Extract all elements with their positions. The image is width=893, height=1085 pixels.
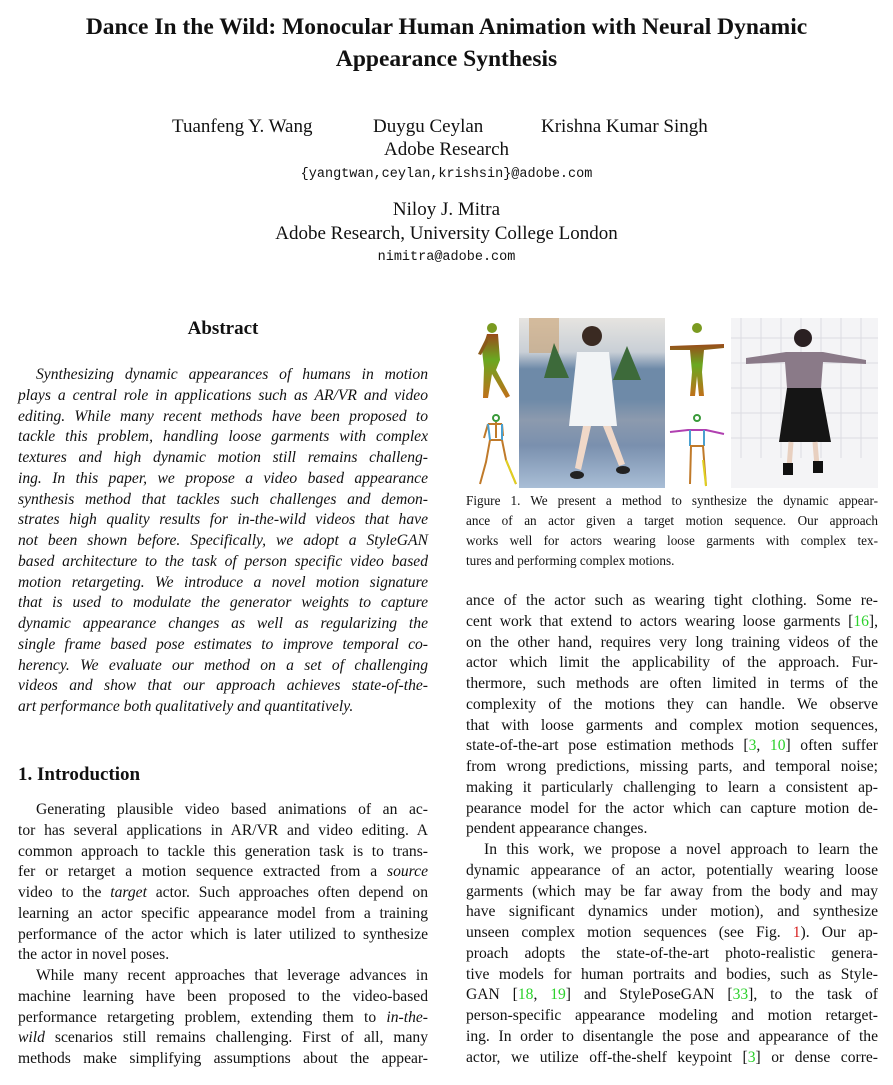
citation-link[interactable]: 18 (517, 986, 534, 1004)
text-run: actor, we utilize off-the-shelf keypoint [ (466, 1048, 748, 1066)
text-run: tor has several applications in AR/VR and video editing. A (18, 821, 428, 839)
text-run: unseen complex motion sequences (see Fig. (466, 924, 793, 941)
text-run: cent work that extend to actors wearing loose garments [ (466, 612, 854, 630)
text-run: In this work, we propose a novel approach to learn the (484, 841, 878, 858)
text-run: that with loose garments and complex motion sequences, (466, 716, 878, 734)
text-line (466, 633, 878, 654)
citation-link[interactable]: 3 (747, 1048, 756, 1066)
text-run: strates high quality results for in-the-wild videos that have (18, 511, 428, 529)
text-line (466, 861, 878, 882)
text-line (466, 965, 878, 986)
paper-title (0, 11, 893, 75)
text-run: While many recent approaches that leverage advances in (36, 967, 428, 984)
text-run: synthesis method that tackles such challenges and demon- (18, 490, 428, 508)
emphasis-text: wild (18, 1029, 45, 1047)
text-line (18, 531, 428, 552)
author-affiliation: Adobe Research (383, 139, 510, 160)
text-run: actor. Such approaches often depend on (146, 884, 428, 901)
abstract-heading: Abstract (187, 318, 259, 339)
text-run: common approach to tackle this generation task is to trans- (18, 842, 428, 860)
text-run: tackle this problem, handling loose garments with complex (18, 428, 428, 446)
text-line (466, 985, 878, 1006)
text-run: herency. We evaluate our method on a set of challenging (18, 656, 428, 674)
text-run: textures and high dynamic motion still remains challeng- (18, 449, 428, 466)
text-line (466, 799, 878, 820)
text-line (18, 635, 428, 656)
text-run: the actor in novel poses. (18, 946, 170, 964)
text-run: ] and StylePoseGAN [ (565, 986, 733, 1004)
text-line (466, 923, 878, 944)
text-run: performance of the actor which is later utilized to synthesize (18, 925, 428, 943)
text-line (466, 902, 878, 923)
text-line (18, 407, 428, 428)
text-line (18, 966, 428, 987)
text-line (466, 736, 878, 757)
text-run: that is used to modulate the generator weights to capture (18, 594, 428, 612)
text-run: tive models for human portraits and bodies, such as Style- (466, 965, 878, 983)
text-line (18, 448, 428, 469)
text-run: from wrong predictions, missing parts, and temporal noise; (466, 758, 878, 775)
text-line (466, 944, 878, 965)
text-run: performance retargeting problem, extending them to (18, 1008, 387, 1026)
citation-link[interactable]: 16 (853, 612, 869, 630)
text-run: ing. In order to disentangle the pose and appearance of the (466, 1027, 878, 1045)
text-run: single frame based pose estimates to improve temporal co- (18, 635, 428, 653)
citation-link[interactable]: 19 (550, 986, 566, 1004)
emphasis-text: source (387, 863, 428, 881)
text-line (466, 612, 878, 633)
text-line (18, 821, 428, 842)
text-run: plays a central role in applications such as AR/VR and video (18, 386, 428, 404)
text-run: , (756, 737, 770, 755)
text-line (18, 365, 428, 386)
text-line (466, 840, 878, 861)
text-run: person-specific appearance modeling and motion retarget- (466, 1007, 878, 1024)
text-line (18, 676, 428, 697)
text-line (18, 552, 428, 573)
text-line (18, 1028, 428, 1049)
caption-line: tures and performing complex motions. (466, 553, 675, 568)
text-line (466, 819, 878, 840)
caption-line: works well for actors wearing loose garments with complex tex- (466, 533, 878, 548)
text-line (18, 904, 428, 925)
text-run: ance of the actor such as wearing tight clothing. Some re- (466, 592, 878, 609)
text-run: proach adopts the state-of-the-art photo-realistic genera- (466, 944, 878, 962)
figure-densepose-image-2 (668, 322, 726, 402)
author-name: Duygu Ceylan (373, 116, 484, 137)
text-line (466, 1027, 878, 1048)
author-name: Niloy J. Mitra (392, 199, 501, 220)
text-run: thermore, such methods are often limited in terms of the (466, 675, 878, 692)
citation-link[interactable]: 3 (748, 737, 757, 755)
emphasis-text: target (110, 884, 147, 901)
text-line (466, 1048, 878, 1069)
text-run: machine learning have been proposed to the video-based (18, 987, 428, 1005)
text-run: ] often suffer (785, 737, 879, 755)
text-run: not been shown before. Specifically, we adopt a StyleGAN (18, 532, 428, 549)
text-line (18, 510, 428, 531)
text-run: editing. While many recent methods have been proposed to (18, 407, 428, 425)
title-line-2: Appearance Synthesis (335, 46, 558, 72)
text-run: pearance model for the actor which can capture motion de- (466, 799, 878, 817)
text-line (18, 1008, 428, 1029)
text-run: state-of-the-art pose estimation methods [ (466, 737, 749, 755)
text-line (18, 800, 428, 821)
text-run: ing. In this paper, we propose a video based appearance (18, 469, 428, 487)
text-run: ] or dense corre- (755, 1048, 878, 1066)
text-run: GAN [ (466, 986, 518, 1004)
text-run: , (533, 986, 551, 1004)
citation-link[interactable]: 33 (732, 986, 749, 1004)
abstract-body (18, 365, 428, 718)
figure-densepose-image-1 (470, 320, 518, 402)
text-run: ], (868, 612, 878, 630)
text-run: ], to the task of (748, 986, 878, 1004)
text-line (466, 674, 878, 695)
text-run: fer or retarget a motion sequence extracted from a (18, 863, 387, 881)
text-line (18, 1049, 428, 1070)
caption-line: ance of an actor given a target motion sequence. Our approach (466, 513, 878, 528)
author-name: Tuanfeng Y. Wang (172, 116, 313, 137)
text-run: dynamic appearance changes as well as regularizing the (18, 615, 428, 632)
text-line (466, 591, 878, 612)
introduction-heading: 1. Introduction (18, 764, 141, 785)
text-line (18, 656, 428, 677)
text-line (466, 778, 878, 799)
figure-reference-link[interactable]: 1 (792, 924, 801, 941)
text-line (466, 653, 878, 674)
text-run: garments (which may be far away from the body and may (466, 882, 878, 900)
figure-skeleton-image-2 (668, 410, 726, 488)
emphasis-text: in-the- (386, 1008, 428, 1026)
figure-photo-actor-black-skirt (731, 318, 878, 488)
introduction-right-column (466, 591, 878, 1068)
text-line (18, 987, 428, 1008)
text-run: Generating plausible video based animations of an ac- (36, 801, 428, 818)
text-line (18, 427, 428, 448)
text-run: Synthesizing dynamic appearances of humans in motion (36, 366, 428, 383)
text-line (18, 469, 428, 490)
text-run: pendent appearance changes. (466, 820, 648, 838)
figure-photo-actor-white-dress (519, 318, 665, 488)
text-line (18, 862, 428, 883)
text-line (18, 842, 428, 863)
text-run: learning an actor specific appearance model from a training (18, 904, 428, 922)
text-line (466, 757, 878, 778)
author-affiliation: Adobe Research, University College London (275, 223, 618, 244)
text-line (18, 593, 428, 614)
text-run: video to the (18, 884, 111, 901)
text-line (18, 386, 428, 407)
text-line (18, 925, 428, 946)
text-run: based architecture to the task of person specific video based (18, 552, 428, 570)
text-run: videos and show that our approach achieves state-of-the- (18, 677, 428, 695)
text-line (18, 490, 428, 511)
figure-1-caption (466, 491, 878, 571)
text-line (466, 695, 878, 716)
text-run: motion retargeting. We introduce a novel motion signature (18, 573, 428, 591)
author-email: nimitra@adobe.com (377, 250, 516, 265)
text-run: dynamic appearance of an actor, potentially wearing loose (466, 861, 878, 879)
introduction-left-column (18, 800, 428, 1070)
text-line (466, 1006, 878, 1027)
text-line (466, 716, 878, 737)
text-run: making it particularly challenging to learn a consistent ap- (466, 778, 878, 796)
text-run: ). Our ap- (800, 924, 878, 941)
text-run: complexity of the motions they can handle. We observe (466, 695, 878, 713)
text-line (18, 573, 428, 594)
text-line (18, 697, 428, 718)
text-run: actor which limit the applicability of the approach. Fur- (466, 654, 878, 672)
author-email: {yangtwan,ceylan,krishsin}@adobe.com (300, 167, 593, 182)
text-run: methods make simplifying assumptions about the appear- (18, 1050, 428, 1067)
text-line (18, 883, 428, 904)
author-name: Krishna Kumar Singh (541, 116, 708, 137)
citation-link[interactable]: 10 (769, 737, 786, 755)
text-run: have significant dynamics under motion), and synthesize (466, 903, 878, 921)
text-run: on the other hand, requires very long training videos of the (466, 633, 878, 651)
text-run: scenarios still remains challenging. First of all, many (44, 1029, 428, 1047)
figure-skeleton-image-1 (470, 410, 518, 488)
text-line (18, 614, 428, 635)
title-line-1: Dance In the Wild: Monocular Human Animation with Neural Dynamic (85, 14, 808, 40)
caption-line: Figure 1. We present a method to synthesize the dynamic appear- (466, 493, 878, 508)
text-line (18, 945, 428, 966)
text-line (466, 882, 878, 903)
text-run: art performance both qualitatively and quantitatively. (18, 698, 354, 715)
